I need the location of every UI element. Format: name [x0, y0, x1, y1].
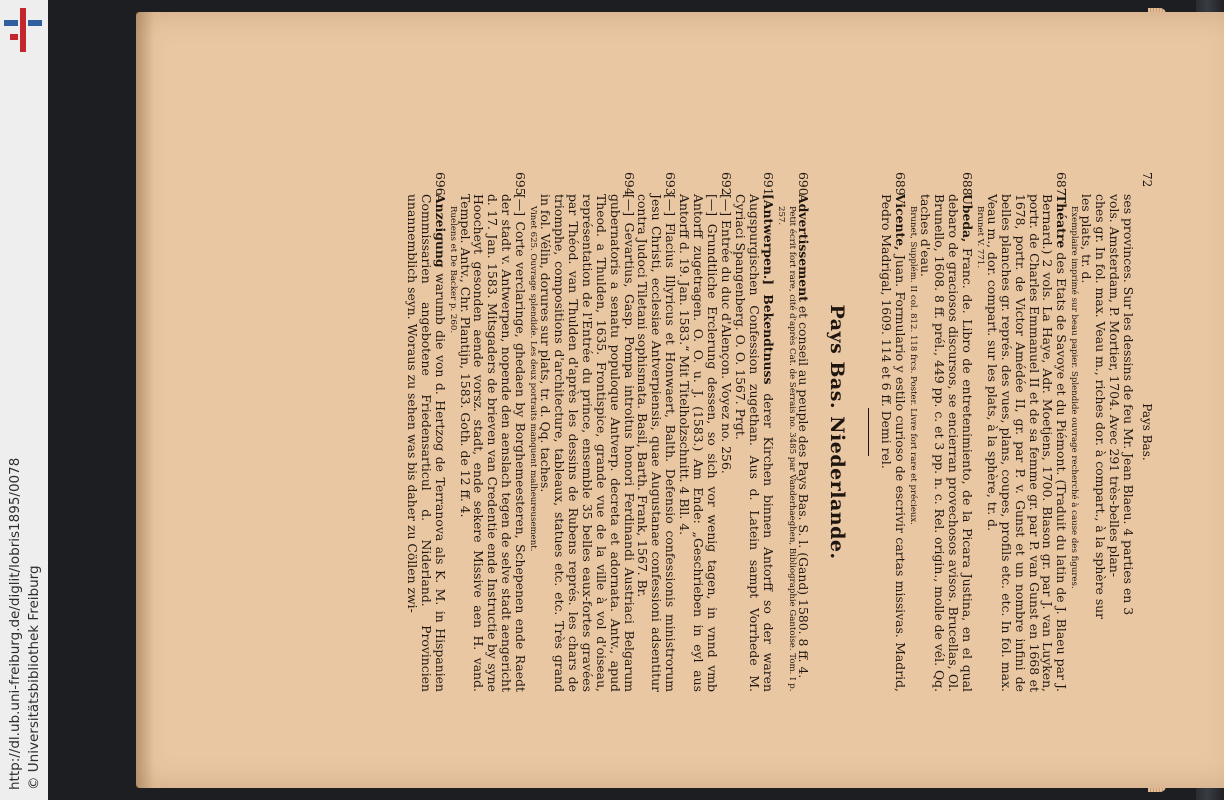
text-line: ses provinces. Sur les dessins de feu Mr. Jean Blaeu. 4 parties en 3 [1121, 194, 1136, 616]
entry-text: warumb die von d. Hertzog de Terranova als K. M. in Hispanien Commissarien angebotene Friedensarticul d. Niderland. Provincien unannemblich seyn. Woraus zu sehen was bis daher zu Cöllen zwi- [404, 194, 448, 692]
viewer-sidebar [0, 0, 48, 800]
entry-text: derer Kirchen binnen Antorff so der waren Augspurgischen Confession zugethan. Aus d. Latein sampt Vorrhede M. Cyriaci Spangenberg. O. O. 1567. Prgt. [732, 194, 776, 692]
top-lines [1068, 172, 1135, 692]
entry-text: Flacius Illyricus et Honwaert, Balth. Defensio confessionis ministrorum Jesu Christi, ecclesiae Antverpiensis, quae Augustanae confessioni adsentitur contra Judoci Tiletani sophismata. Basil, Barth. Frank, 1567. Br. [635, 194, 679, 692]
section-title: Pays Bas. Niederlande. [826, 304, 849, 560]
source-caption: http://dl.ub.uni-freiburg.de/diglit/lobris1895/0078 © Universitätsbibliothek Freiburg [7, 457, 42, 790]
entry-text: Entrée du duc d'Alençon. Voyez no. 256. [718, 220, 734, 474]
entry-text: Grundtliche Erclerung dessen, so sich vor wenig tagen, in vnnd vmb Antorff zugetragen. O. O. u. J. (1583.) Am Ende: „Geschrieben in eyl aus Antorff d. 19. Jan. 1583.“ Mit Titelholzschnitt. 4 Bll. 4. [677, 194, 720, 692]
entry-lead: Vicente, [893, 194, 909, 251]
entry-text: Corte verclaringe, ghedaen by Borghemeesteren, Schepenen ende Raedt der stadt v. Antwerpen, nopende den aenslach tegen de selve stadt aengericht d. 17. Jan. 1583. Mitsgaders de brieven van Credentie ende Instructie by syne Hoocheyt gesonden aende vorsz. stadt, ende sekere Missive aen H. vand. Tempel. Antv., Chr. Plantijn, 1583. Goth. de 12 ff. 4. [457, 194, 529, 692]
entry-note: Brunet, Supplém. II col. 812. 118 frcs. Poster. Livre fort rare et précieux. [908, 206, 919, 526]
entry-lead: Théatre [1054, 194, 1070, 249]
running-head: Pays Bas. [1140, 403, 1154, 461]
entry-number: 687 [1054, 172, 1070, 196]
catalog-entry [636, 172, 678, 692]
entry-lead: [—] [718, 194, 734, 217]
catalog-entry [527, 172, 635, 692]
entry-number: 696 [432, 172, 448, 196]
page-header [1135, 172, 1153, 692]
entry-number: 690 [796, 172, 812, 196]
entry-note: Brunet V. 771. [974, 206, 985, 269]
entry-lead: [—] [663, 194, 679, 217]
entry-number: 688 [959, 172, 975, 196]
catalog-entry [880, 172, 908, 692]
entry-number: 693 [663, 172, 679, 196]
entry-lead: [—] [621, 194, 637, 217]
entry-text: Franc. de. Libro de entretenimiento, de la Picara Justina, en el qual debaro de graciosos discursos, se encierran provechosos avisos. Brucellas, Ol. Brunello, 1608. 8 ff. prél., 449 pp. c. et 3 pp. n. c. Rel. origin., molle de vél. Qq. taches d'eau. [918, 194, 975, 693]
entry-lead: [—] [513, 194, 529, 217]
text-line: les plats, tr. d. [1079, 194, 1095, 284]
catalog-entry [974, 172, 1068, 692]
entry-number: 689 [893, 172, 909, 196]
catalog-entry [907, 172, 974, 692]
entry-lead: [—] [704, 194, 720, 217]
page-gutter-shadow [136, 12, 154, 788]
entry-number: 692 [718, 172, 734, 196]
page-number: 72 [1140, 172, 1154, 188]
entry-note: Vinet 625. Ouvrage splendide. Les deux portraits manquent malheureusement. [528, 206, 539, 552]
catalog-entry [405, 172, 447, 692]
text-line: vols. Amsterdam, P. Mortier, 1704. Avec 291 très-belles plan- [1107, 194, 1123, 578]
catalog-entry [775, 172, 811, 692]
catalog-entry [733, 172, 775, 692]
entry-lead: Anzeigung [432, 194, 448, 268]
book-scan [48, 0, 1224, 800]
entry-text: des Etats de Savoye et du Piémont. (Traduit du latin de J. Blaeu par J. Bernard.) 2 vols. La Haye, Adr. Moetjens, 1700. Blason gr. par J. van Luyken, portr. de Charles Emmanuel II et de sa femme gr. par P. van Gunst en 1668 et 1678, portr. de Victor Amédée II, gr. par P. v. Gunst et un nombre infini de belles planches gr. représ. des vues, plans, coupes, profils etc. etc. In fol. max. Veau m., dor. compart. sur les plats, à la sphère, tr. d. [984, 194, 1070, 692]
text-line: ches gr. In fol. max. Veau m., riches dor. à compart., à la sphère sur [1093, 194, 1109, 620]
page-text [253, 172, 1153, 692]
catalog-entry [447, 172, 528, 692]
entry-number: 695 [513, 172, 529, 196]
catalog-entry [677, 172, 719, 692]
entry-note: Exemplaire imprimé sur beau papier. Splendide ouvrage recherché à cause des figures. [1069, 206, 1080, 589]
entry-text: Gevartius, Gasp. Pompa introitus honori Ferdinandi Austriaci Belgarum gubernatoris a senatu populoque Antverp. decreta et adornata. Antv., apud Theod. a Thulden, 1635. Frontispice, grande vue de la ville à vol d'oiseau, représentation de l'Entrée du prince, ensemble 35 belles eaux-fortes gravées par Théod. van Thulden d'après les dessins de Rubens représ. les chars de triomphe, compositions d'architecture, tableaux, statues etc. etc. Très grand in fol. Vélin, dorures sur plats, tr. d. Qq. taches. [538, 194, 637, 692]
entry-number: 691 [760, 172, 776, 196]
entry-lead: Advertissement [796, 194, 812, 302]
entry-text: et conseil au peuple des Pays Bas. S. l. (Gand) 1580. 8 ff. 4. [796, 305, 812, 679]
entry-lead: [Antwerpen.] Bekendtnuss [760, 194, 776, 385]
entry-number: 694 [621, 172, 637, 196]
entry-note: Ruelens et De Backer p. 260. [447, 206, 458, 334]
entry-note: Petit écrit fort rare, cité d'après Cat. de Serrais no. 3485 par Vanderhaeghen, Bibliographie Gantoise. Tom. I p. 257. [775, 206, 797, 692]
university-logo-icon [4, 8, 44, 52]
entry-text: Juan. Formulario y estilo curioso de escrivir cartas missivas. Madrid, Pedro Madrigal, 1609. 114 et 6 ff. Demi rel. [879, 194, 909, 692]
entry-lead: Ubeda, [959, 194, 975, 243]
section-divider [869, 408, 870, 456]
catalog-entry [719, 172, 733, 692]
